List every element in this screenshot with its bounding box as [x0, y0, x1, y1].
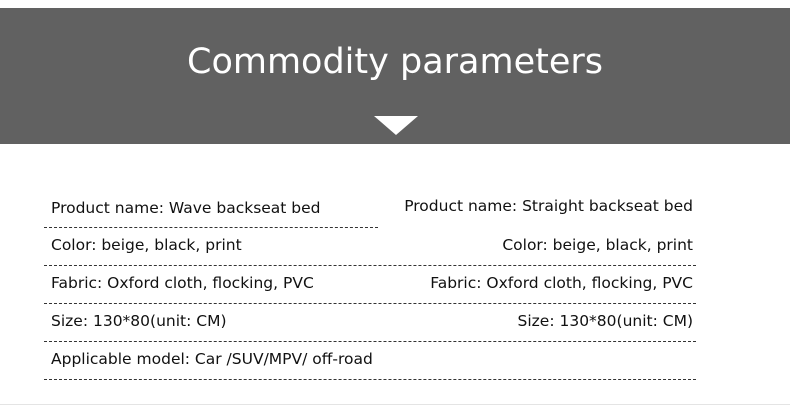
spec-row-fabric: [44, 266, 696, 304]
spec-product-name-right: Product name: Straight backseat bed: [404, 197, 693, 215]
spec-row-color: [44, 228, 696, 266]
spec-size-left: Size: 130*80(unit: CM): [51, 312, 227, 330]
spec-color-left: Color: beige, black, print: [51, 236, 242, 254]
commodity-parameters-list: [44, 190, 696, 380]
spec-row-applicable-model: [44, 342, 696, 380]
spec-color-right: Color: beige, black, print: [502, 236, 693, 254]
chevron-down-icon: [374, 116, 418, 135]
spec-row-size: [44, 304, 696, 342]
page-bottom-divider: [0, 404, 790, 405]
spec-row-product-name: [44, 190, 696, 228]
row-divider: [44, 379, 696, 380]
spec-size-right: Size: 130*80(unit: CM): [517, 312, 693, 330]
section-header-banner: [0, 8, 790, 144]
spec-product-name-left: Product name: Wave backseat bed: [51, 199, 321, 217]
spec-applicable-model: Applicable model: Car /SUV/MPV/ off-road: [51, 350, 373, 368]
spec-fabric-right: Fabric: Oxford cloth, flocking, PVC: [430, 274, 693, 292]
spec-fabric-left: Fabric: Oxford cloth, flocking, PVC: [51, 274, 314, 292]
section-title: Commodity parameters: [187, 42, 603, 82]
